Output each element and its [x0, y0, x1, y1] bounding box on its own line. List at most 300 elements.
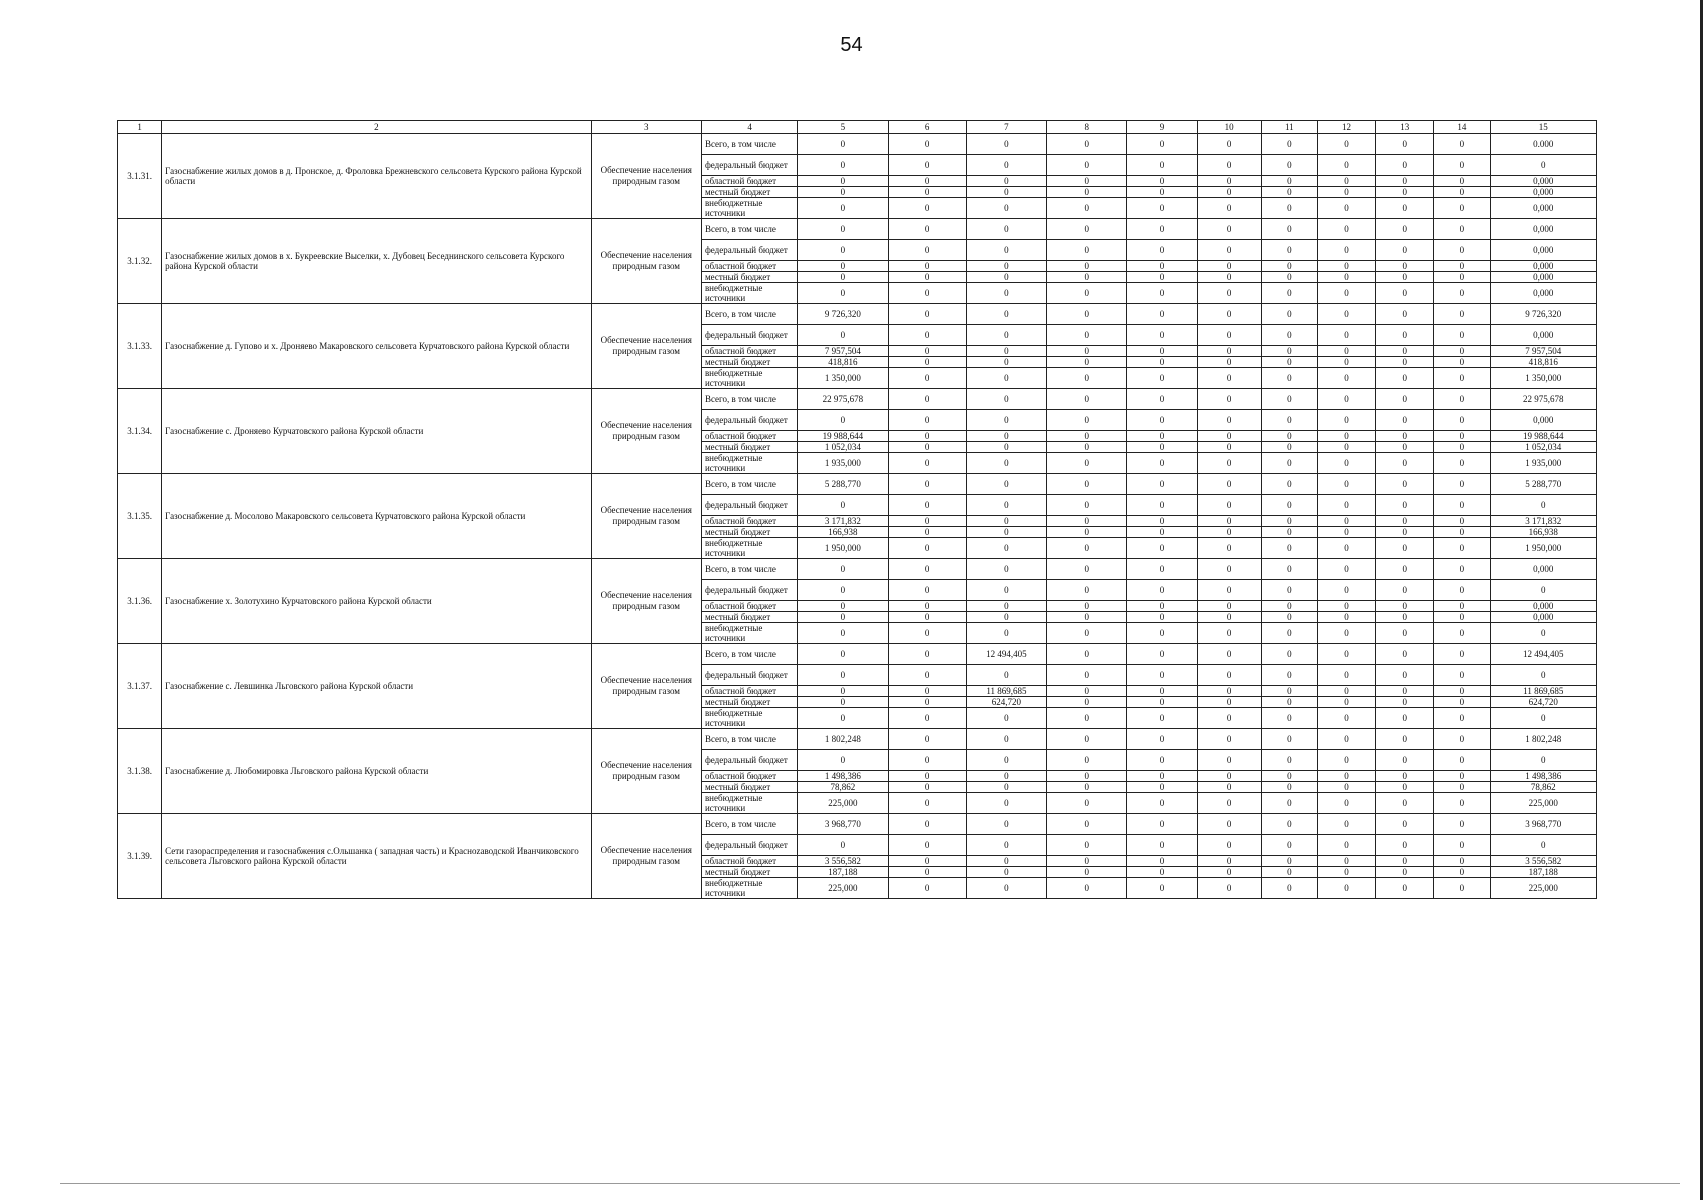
value-cell: 0: [1127, 474, 1197, 495]
value-cell: 0: [1197, 878, 1261, 899]
value-cell: 0: [1434, 814, 1490, 835]
value-cell: 0: [888, 474, 966, 495]
value-cell: 0: [888, 867, 966, 878]
value-cell: 0: [798, 580, 888, 601]
value-cell: 0: [1261, 527, 1317, 538]
value-cell: 0: [1261, 782, 1317, 793]
value-cell: 0: [1261, 835, 1317, 856]
value-cell: 0: [1317, 559, 1375, 580]
column-header: 7: [966, 121, 1046, 134]
value-cell: 0: [1197, 442, 1261, 453]
value-cell: 0: [798, 644, 888, 665]
funding-source: федеральный бюджет: [701, 495, 797, 516]
value-cell: 0: [1261, 198, 1317, 219]
value-cell: 0: [1197, 304, 1261, 325]
value-cell: 0: [966, 187, 1046, 198]
value-cell: 0: [1317, 410, 1375, 431]
column-header: 1: [118, 121, 162, 134]
value-cell: 0: [1434, 187, 1490, 198]
project-name: Газоснабжение д. Гупово и х. Дроняево Макаровского сельсовета Курчатовского района Курской области: [162, 304, 591, 389]
value-cell: 0: [888, 368, 966, 389]
value-cell: 0: [966, 442, 1046, 453]
funding-source: Всего, в том числе: [701, 474, 797, 495]
value-cell: 3 968,770: [798, 814, 888, 835]
value-cell: 0: [1376, 198, 1434, 219]
value-cell: 0: [888, 410, 966, 431]
value-cell: 0: [1047, 134, 1127, 155]
column-header: 15: [1490, 121, 1596, 134]
total-cell: 3 556,582: [1490, 856, 1596, 867]
value-cell: 0: [1317, 686, 1375, 697]
value-cell: 0: [1047, 835, 1127, 856]
value-cell: 0: [1434, 516, 1490, 527]
value-cell: 0: [1197, 283, 1261, 304]
funding-source: местный бюджет: [701, 867, 797, 878]
value-cell: 0: [1317, 357, 1375, 368]
value-cell: 0: [888, 325, 966, 346]
value-cell: 0: [1317, 750, 1375, 771]
value-cell: 0: [1127, 187, 1197, 198]
value-cell: 0: [966, 346, 1046, 357]
value-cell: 0: [1434, 601, 1490, 612]
project-name: Газоснабжение х. Золотухино Курчатовского района Курской области: [162, 559, 591, 644]
project-purpose: Обеспечение населения природным газом: [591, 134, 701, 219]
value-cell: 0: [1261, 729, 1317, 750]
value-cell: 0: [798, 665, 888, 686]
value-cell: 0: [1197, 856, 1261, 867]
value-cell: 0: [1376, 612, 1434, 623]
project-code: 3.1.31.: [118, 134, 162, 219]
value-cell: 0: [1376, 283, 1434, 304]
value-cell: 0: [1434, 793, 1490, 814]
value-cell: 0: [1047, 644, 1127, 665]
value-cell: 0: [798, 559, 888, 580]
value-cell: 0: [1261, 708, 1317, 729]
funding-source: внебюджетные источники: [701, 198, 797, 219]
value-cell: 0: [966, 814, 1046, 835]
value-cell: 0: [888, 516, 966, 527]
value-cell: 0: [1317, 325, 1375, 346]
value-cell: 0: [1317, 878, 1375, 899]
value-cell: 0: [1127, 697, 1197, 708]
value-cell: 0: [1197, 357, 1261, 368]
value-cell: 0: [798, 325, 888, 346]
value-cell: 0: [1197, 261, 1261, 272]
value-cell: 0: [1127, 782, 1197, 793]
value-cell: 0: [1317, 240, 1375, 261]
value-cell: 0: [1261, 612, 1317, 623]
value-cell: 0: [966, 708, 1046, 729]
value-cell: 0: [1261, 516, 1317, 527]
funding-source: Всего, в том числе: [701, 389, 797, 410]
value-cell: 0: [1261, 495, 1317, 516]
project-name: Сети газораспределения и газоснабжения с.Ольшанка ( западная часть) и Красноzаводской Иванчиковского сельсовета Льговского района Курской области: [162, 814, 591, 899]
value-cell: 0: [1197, 782, 1261, 793]
funding-source: областной бюджет: [701, 346, 797, 357]
value-cell: 0: [1127, 357, 1197, 368]
value-cell: 1 052,034: [798, 442, 888, 453]
column-header: 11: [1261, 121, 1317, 134]
value-cell: 0: [1127, 612, 1197, 623]
value-cell: 0: [1047, 357, 1127, 368]
value-cell: 0: [1047, 665, 1127, 686]
value-cell: 0: [1434, 623, 1490, 644]
value-cell: 0: [1434, 644, 1490, 665]
value-cell: 0: [1261, 304, 1317, 325]
value-cell: 0: [1376, 782, 1434, 793]
total-cell: 0.000: [1490, 134, 1596, 155]
value-cell: 0: [1047, 431, 1127, 442]
value-cell: 0: [1434, 686, 1490, 697]
value-cell: 0: [798, 198, 888, 219]
value-cell: 0: [888, 134, 966, 155]
value-cell: 0: [1261, 686, 1317, 697]
value-cell: 0: [1127, 304, 1197, 325]
value-cell: 0: [1434, 219, 1490, 240]
value-cell: 0: [888, 856, 966, 867]
value-cell: 0: [1261, 325, 1317, 346]
value-cell: 0: [1127, 431, 1197, 442]
total-cell: 418,816: [1490, 357, 1596, 368]
value-cell: 0: [1317, 442, 1375, 453]
value-cell: 0: [1127, 368, 1197, 389]
table-row: [118, 559, 1597, 580]
value-cell: 0: [1261, 346, 1317, 357]
value-cell: 0: [966, 835, 1046, 856]
funding-source: внебюджетные источники: [701, 453, 797, 474]
value-cell: 0: [966, 431, 1046, 442]
value-cell: 0: [966, 368, 1046, 389]
project-code: 3.1.38.: [118, 729, 162, 814]
column-header: 2: [162, 121, 591, 134]
total-cell: 0,000: [1490, 612, 1596, 623]
value-cell: 0: [1047, 814, 1127, 835]
value-cell: 0: [1127, 495, 1197, 516]
value-cell: 1 350,000: [798, 368, 888, 389]
value-cell: 0: [798, 134, 888, 155]
value-cell: 0: [966, 219, 1046, 240]
funding-source: Всего, в том числе: [701, 729, 797, 750]
value-cell: 0: [1376, 771, 1434, 782]
value-cell: 0: [1261, 697, 1317, 708]
value-cell: 0: [1317, 708, 1375, 729]
value-cell: 0: [966, 878, 1046, 899]
value-cell: 624,720: [966, 697, 1046, 708]
value-cell: 0: [1197, 240, 1261, 261]
value-cell: 0: [1434, 835, 1490, 856]
value-cell: 0: [1047, 527, 1127, 538]
value-cell: 0: [888, 623, 966, 644]
total-cell: 3 968,770: [1490, 814, 1596, 835]
value-cell: 0: [1197, 750, 1261, 771]
value-cell: 0: [1261, 538, 1317, 559]
value-cell: 0: [1047, 240, 1127, 261]
value-cell: 0: [1376, 601, 1434, 612]
value-cell: 0: [1197, 431, 1261, 442]
project-purpose: Обеспечение населения природным газом: [591, 644, 701, 729]
value-cell: 0: [888, 453, 966, 474]
value-cell: 0: [966, 410, 1046, 431]
funding-source: областной бюджет: [701, 771, 797, 782]
value-cell: 0: [1127, 527, 1197, 538]
value-cell: 0: [1376, 516, 1434, 527]
value-cell: 0: [1197, 686, 1261, 697]
total-cell: 0: [1490, 750, 1596, 771]
value-cell: 0: [1197, 134, 1261, 155]
value-cell: 0: [1434, 346, 1490, 357]
value-cell: 0: [1261, 134, 1317, 155]
total-cell: 0: [1490, 495, 1596, 516]
value-cell: 0: [798, 612, 888, 623]
value-cell: 0: [1434, 612, 1490, 623]
value-cell: 0: [1434, 527, 1490, 538]
value-cell: 0: [1376, 878, 1434, 899]
funding-source: местный бюджет: [701, 187, 797, 198]
value-cell: 3 171,832: [798, 516, 888, 527]
funding-source: Всего, в том числе: [701, 304, 797, 325]
value-cell: 0: [1317, 856, 1375, 867]
total-cell: 1 350,000: [1490, 368, 1596, 389]
value-cell: 0: [888, 771, 966, 782]
value-cell: 5 288,770: [798, 474, 888, 495]
page-number: 54: [840, 34, 863, 56]
value-cell: 0: [966, 601, 1046, 612]
funding-source: федеральный бюджет: [701, 325, 797, 346]
value-cell: 0: [1317, 867, 1375, 878]
value-cell: 0: [1317, 389, 1375, 410]
value-cell: 0: [1434, 538, 1490, 559]
total-cell: 0,000: [1490, 325, 1596, 346]
value-cell: 0: [1127, 261, 1197, 272]
value-cell: 0: [798, 187, 888, 198]
value-cell: 0: [1261, 389, 1317, 410]
value-cell: 0: [1197, 835, 1261, 856]
column-header: 5: [798, 121, 888, 134]
funding-source: областной бюджет: [701, 686, 797, 697]
value-cell: 0: [1376, 527, 1434, 538]
project-purpose: Обеспечение населения природным газом: [591, 814, 701, 899]
value-cell: 0: [1434, 389, 1490, 410]
value-cell: 0: [1047, 708, 1127, 729]
value-cell: 0: [1376, 261, 1434, 272]
value-cell: 0: [1317, 431, 1375, 442]
value-cell: 0: [1197, 793, 1261, 814]
value-cell: 0: [1376, 697, 1434, 708]
table-body: [118, 134, 1597, 899]
value-cell: 0: [798, 155, 888, 176]
value-cell: 0: [798, 686, 888, 697]
value-cell: 0: [1197, 665, 1261, 686]
value-cell: 0: [798, 261, 888, 272]
value-cell: 0: [1197, 729, 1261, 750]
table-row: [118, 474, 1597, 495]
value-cell: 0: [1261, 453, 1317, 474]
value-cell: 0: [1197, 538, 1261, 559]
project-name: Газоснабжение жилых домов в х. Букреевские Выселки, х. Дубовец Беседнинского сельсовета Курского района Курской области: [162, 219, 591, 304]
value-cell: 0: [888, 187, 966, 198]
value-cell: 0: [966, 867, 1046, 878]
value-cell: 0: [1376, 793, 1434, 814]
value-cell: 0: [1047, 856, 1127, 867]
funding-source: местный бюджет: [701, 527, 797, 538]
value-cell: 0: [1261, 240, 1317, 261]
project-code: 3.1.34.: [118, 389, 162, 474]
funding-source: областной бюджет: [701, 261, 797, 272]
value-cell: 0: [1127, 389, 1197, 410]
value-cell: 0: [1197, 623, 1261, 644]
project-code: 3.1.32.: [118, 219, 162, 304]
value-cell: 0: [1376, 856, 1434, 867]
value-cell: 0: [888, 442, 966, 453]
value-cell: 0: [1047, 782, 1127, 793]
total-cell: 225,000: [1490, 878, 1596, 899]
value-cell: 0: [966, 304, 1046, 325]
value-cell: 0: [1197, 272, 1261, 283]
value-cell: 0: [1434, 176, 1490, 187]
value-cell: 0: [1197, 474, 1261, 495]
value-cell: 0: [1261, 750, 1317, 771]
value-cell: 0: [1047, 538, 1127, 559]
total-cell: 19 988,644: [1490, 431, 1596, 442]
value-cell: 0: [1127, 835, 1197, 856]
value-cell: 0: [1127, 708, 1197, 729]
value-cell: 0: [1047, 516, 1127, 527]
project-code: 3.1.37.: [118, 644, 162, 729]
funding-source: областной бюджет: [701, 516, 797, 527]
value-cell: 0: [1127, 219, 1197, 240]
value-cell: 0: [1376, 240, 1434, 261]
project-code: 3.1.36.: [118, 559, 162, 644]
value-cell: 0: [966, 580, 1046, 601]
funding-source: федеральный бюджет: [701, 750, 797, 771]
value-cell: 0: [1376, 665, 1434, 686]
value-cell: 0: [1127, 442, 1197, 453]
value-cell: 0: [1261, 644, 1317, 665]
total-cell: 0,000: [1490, 601, 1596, 612]
funding-source: местный бюджет: [701, 612, 797, 623]
value-cell: 0: [1434, 261, 1490, 272]
value-cell: 0: [1376, 580, 1434, 601]
value-cell: 0: [1127, 867, 1197, 878]
value-cell: 0: [966, 495, 1046, 516]
budget-table: [117, 120, 1597, 899]
column-header: 6: [888, 121, 966, 134]
value-cell: 0: [1376, 686, 1434, 697]
header-row: [118, 121, 1597, 134]
value-cell: 12 494,405: [966, 644, 1046, 665]
value-cell: 0: [966, 527, 1046, 538]
value-cell: 0: [1127, 580, 1197, 601]
value-cell: 0: [888, 612, 966, 623]
value-cell: 0: [1434, 198, 1490, 219]
value-cell: 0: [1047, 219, 1127, 240]
value-cell: 0: [1127, 176, 1197, 187]
value-cell: 0: [1434, 134, 1490, 155]
value-cell: 0: [1261, 410, 1317, 431]
value-cell: 0: [1434, 431, 1490, 442]
value-cell: 0: [966, 134, 1046, 155]
value-cell: 0: [1127, 410, 1197, 431]
value-cell: 0: [1047, 474, 1127, 495]
value-cell: 0: [1047, 580, 1127, 601]
funding-source: местный бюджет: [701, 442, 797, 453]
value-cell: 0: [1047, 272, 1127, 283]
value-cell: 0: [1197, 814, 1261, 835]
value-cell: 0: [888, 538, 966, 559]
value-cell: 0: [966, 325, 1046, 346]
value-cell: 0: [1317, 665, 1375, 686]
column-header: 14: [1434, 121, 1490, 134]
value-cell: 9 726,320: [798, 304, 888, 325]
project-name: Газоснабжение д. Мосолово Макаровского сельсовета Курчатовского района Курской области: [162, 474, 591, 559]
value-cell: 0: [1047, 878, 1127, 899]
value-cell: 22 975,678: [798, 389, 888, 410]
project-purpose: Обеспечение населения природным газом: [591, 729, 701, 814]
value-cell: 0: [1047, 453, 1127, 474]
value-cell: 0: [1376, 559, 1434, 580]
total-cell: 1 802,248: [1490, 729, 1596, 750]
project-name: Газоснабжение жилых домов в д. Пронское, д. Фроловка Брежневского сельсовета Курского района Курской области: [162, 134, 591, 219]
funding-source: местный бюджет: [701, 697, 797, 708]
value-cell: 0: [1261, 665, 1317, 686]
value-cell: 0: [1127, 346, 1197, 357]
value-cell: 0: [966, 729, 1046, 750]
total-cell: 1 498,386: [1490, 771, 1596, 782]
total-cell: 166,938: [1490, 527, 1596, 538]
value-cell: 0: [888, 729, 966, 750]
value-cell: 0: [798, 283, 888, 304]
scan-edge-bottom: [60, 1183, 1680, 1184]
funding-source: федеральный бюджет: [701, 155, 797, 176]
value-cell: 0: [1127, 729, 1197, 750]
value-cell: 0: [1197, 601, 1261, 612]
value-cell: 0: [1261, 442, 1317, 453]
table-row: [118, 134, 1597, 155]
value-cell: 0: [1317, 283, 1375, 304]
funding-source: федеральный бюджет: [701, 580, 797, 601]
funding-source: областной бюджет: [701, 176, 797, 187]
value-cell: 0: [888, 697, 966, 708]
value-cell: 0: [798, 176, 888, 187]
value-cell: 0: [1317, 601, 1375, 612]
funding-source: Всего, в том числе: [701, 134, 797, 155]
value-cell: 0: [798, 272, 888, 283]
value-cell: 1 802,248: [798, 729, 888, 750]
value-cell: 0: [1317, 198, 1375, 219]
total-cell: 0: [1490, 835, 1596, 856]
value-cell: 0: [1376, 155, 1434, 176]
value-cell: 0: [798, 410, 888, 431]
value-cell: 0: [1376, 623, 1434, 644]
value-cell: 0: [888, 782, 966, 793]
value-cell: 0: [798, 219, 888, 240]
value-cell: 0: [1047, 750, 1127, 771]
value-cell: 0: [1261, 474, 1317, 495]
value-cell: 0: [1434, 559, 1490, 580]
value-cell: 0: [1376, 442, 1434, 453]
value-cell: 0: [888, 198, 966, 219]
value-cell: 0: [1376, 134, 1434, 155]
value-cell: 0: [1317, 771, 1375, 782]
column-header: 3: [591, 121, 701, 134]
value-cell: 0: [1261, 155, 1317, 176]
value-cell: 0: [966, 771, 1046, 782]
value-cell: 0: [966, 272, 1046, 283]
funding-source: областной бюджет: [701, 431, 797, 442]
value-cell: 0: [1376, 431, 1434, 442]
value-cell: 0: [966, 261, 1046, 272]
value-cell: 0: [1197, 516, 1261, 527]
